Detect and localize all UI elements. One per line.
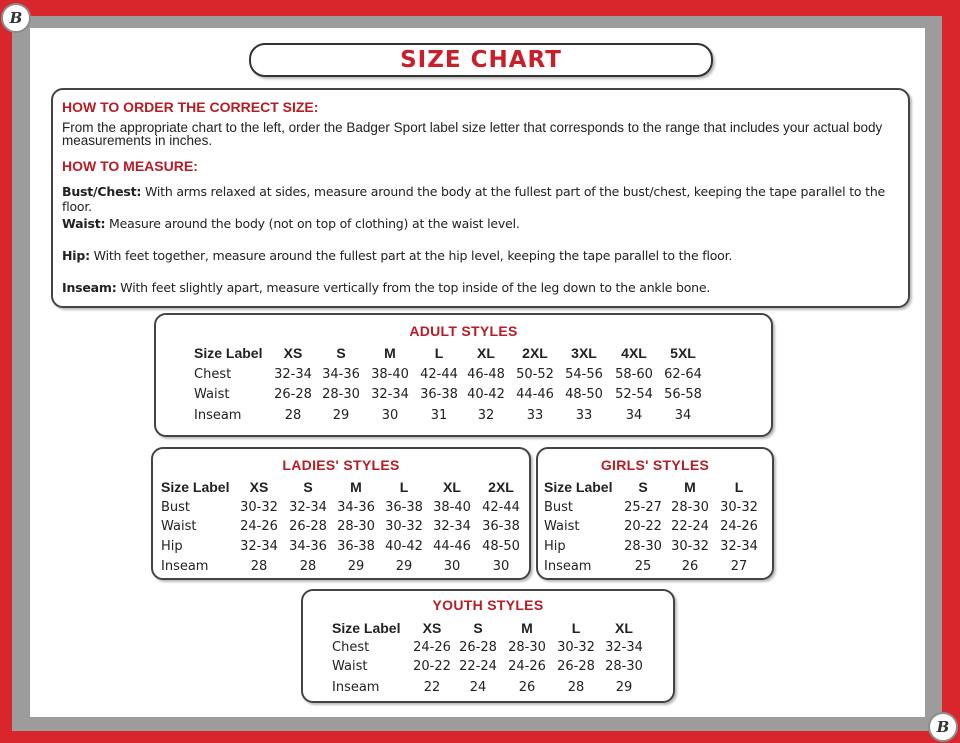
measurement-cell: 30 <box>381 408 399 423</box>
measurement-cell: 36-38 <box>337 539 375 554</box>
size-header-cell: L <box>734 479 744 495</box>
measurement-cell: 34 <box>674 408 692 423</box>
measure-label: Bust/Chest: <box>62 184 142 199</box>
size-header-cell: 4XL <box>621 345 647 361</box>
badger-logo-top-left: B <box>1 3 31 33</box>
size-header-cell: M <box>350 479 362 495</box>
measurement-cell: 48-50 <box>565 387 603 402</box>
size-header-cell: S <box>336 345 346 361</box>
measurement-cell: 33 <box>575 408 593 423</box>
size-header-cell: S <box>303 479 313 495</box>
measurement-cell: 30-32 <box>671 539 709 554</box>
measure-label: Hip: <box>62 248 90 263</box>
measurement-cell: 28 <box>299 559 317 574</box>
measurement-cell: 27 <box>730 559 748 574</box>
size-header-cell: S <box>638 479 648 495</box>
measurement-cell: 48-50 <box>482 539 520 554</box>
measurement-label: Waist <box>194 387 230 402</box>
size-header-cell: 2XL <box>488 479 514 495</box>
size-header-cell: L <box>434 345 444 361</box>
measurement-cell: 25 <box>634 559 652 574</box>
measurement-cell: 33 <box>526 408 544 423</box>
measurement-cell: 24-26 <box>508 659 546 674</box>
order-text: From the appropriate chart to the left, order the Badger Sport label size letter that corresponds to the range that includes your actual body measurements in inches. <box>62 120 883 148</box>
measurement-label: Inseam <box>544 559 592 574</box>
measurement-cell: 24-26 <box>413 640 451 655</box>
measurement-cell: 28-30 <box>605 659 643 674</box>
size-header-cell: XS <box>422 620 442 636</box>
measurement-cell: 24 <box>469 680 487 695</box>
size-header-cell: 2XL <box>522 345 548 361</box>
measurement-cell: 25-27 <box>624 500 662 515</box>
measure-text: With arms relaxed at sides, measure around the body at the fullest part of the bust/chest, keeping the tape parallel to the floor. <box>62 184 886 214</box>
measurement-cell: 29 <box>347 559 365 574</box>
measurement-cell: 56-58 <box>664 387 702 402</box>
measurement-label: Waist <box>544 519 580 534</box>
measurement-cell: 26-28 <box>274 387 312 402</box>
size-header-cell: XS <box>249 479 269 495</box>
measurement-cell: 30-32 <box>557 640 595 655</box>
measurement-cell: 29 <box>395 559 413 574</box>
measurement-cell: 30 <box>492 559 510 574</box>
order-heading: HOW TO ORDER THE CORRECT SIZE: <box>62 99 319 115</box>
measurement-cell: 62-64 <box>664 367 702 382</box>
measurement-cell: 28-30 <box>508 640 546 655</box>
table-title: LADIES' STYLES <box>282 457 400 473</box>
instructions-box <box>51 88 910 308</box>
measurement-cell: 32-34 <box>433 519 471 534</box>
measurement-label: Bust <box>161 500 191 515</box>
measurement-cell: 31 <box>430 408 448 423</box>
measurement-cell: 42-44 <box>482 500 520 515</box>
measurement-cell: 28 <box>250 559 268 574</box>
youth-styles-table <box>301 589 675 703</box>
size-label-header: Size Label <box>332 620 401 636</box>
size-header-cell: L <box>571 620 581 636</box>
size-header-cell: XS <box>283 345 303 361</box>
girls-styles-table <box>536 447 774 580</box>
measurement-cell: 28-30 <box>671 500 709 515</box>
measure-text: Measure around the body (not on top of clothing) at the waist level. <box>105 216 520 231</box>
measurement-cell: 58-60 <box>615 367 653 382</box>
ladies-styles-table <box>151 447 531 580</box>
measurement-cell: 34-36 <box>289 539 327 554</box>
measurement-cell: 36-38 <box>420 387 458 402</box>
measurement-cell: 34-36 <box>337 500 375 515</box>
measurement-cell: 44-46 <box>516 387 554 402</box>
measurement-cell: 22 <box>423 680 441 695</box>
measurement-label: Inseam <box>161 559 209 574</box>
measure-text: With feet slightly apart, measure vertically from the top inside of the leg down to the ankle bone. <box>116 280 711 295</box>
measurement-cell: 28 <box>284 408 302 423</box>
measure-label: Waist: <box>62 216 106 231</box>
badger-logo-bottom-right: B <box>928 712 958 742</box>
measurement-cell: 29 <box>615 680 633 695</box>
measurement-cell: 24-26 <box>240 519 278 534</box>
size-label-header: Size Label <box>544 479 613 495</box>
measurement-cell: 38-40 <box>433 500 471 515</box>
measure-heading: HOW TO MEASURE: <box>62 158 198 174</box>
measurement-cell: 52-54 <box>615 387 653 402</box>
measure-label: Inseam: <box>62 280 117 295</box>
measurement-label: Waist <box>332 659 368 674</box>
table-title: YOUTH STYLES <box>432 597 544 613</box>
measurement-label: Inseam <box>332 680 380 695</box>
measurement-cell: 44-46 <box>433 539 471 554</box>
measurement-cell: 28 <box>567 680 585 695</box>
size-header-cell: XL <box>443 479 461 495</box>
measurement-cell: 30-32 <box>240 500 278 515</box>
measurement-label: Chest <box>194 367 232 382</box>
measurement-cell: 28-30 <box>624 539 662 554</box>
measurement-label: Inseam <box>194 408 242 423</box>
measurement-cell: 40-42 <box>467 387 505 402</box>
measurement-cell: 32-34 <box>240 539 278 554</box>
measurement-cell: 32 <box>477 408 495 423</box>
measurement-label: Hip <box>544 539 566 554</box>
size-header-cell: S <box>473 620 483 636</box>
measurement-cell: 22-24 <box>671 519 709 534</box>
size-header-cell: M <box>384 345 396 361</box>
measure-item-hip <box>62 248 732 263</box>
measurement-cell: 34 <box>625 408 643 423</box>
size-label-header: Size Label <box>161 479 230 495</box>
measurement-cell: 32-34 <box>371 387 409 402</box>
measurement-label: Bust <box>544 500 574 515</box>
measurement-label: Waist <box>161 519 197 534</box>
measurement-cell: 26-28 <box>289 519 327 534</box>
table-title: GIRLS' STYLES <box>600 457 710 473</box>
measurement-cell: 42-44 <box>420 367 458 382</box>
measurement-cell: 54-56 <box>565 367 603 382</box>
measurement-cell: 40-42 <box>385 539 423 554</box>
size-header-cell: 5XL <box>670 345 696 361</box>
measurement-cell: 32-34 <box>605 640 643 655</box>
measure-item-inseam <box>62 280 710 295</box>
measurement-cell: 36-38 <box>482 519 520 534</box>
measurement-cell: 28-30 <box>337 519 375 534</box>
size-header-cell: M <box>684 479 696 495</box>
size-header-cell: 3XL <box>571 345 597 361</box>
measurement-cell: 29 <box>332 408 350 423</box>
measure-item-waist <box>62 216 520 231</box>
measurement-cell: 26-28 <box>557 659 595 674</box>
measurement-cell: 34-36 <box>322 367 360 382</box>
measurement-cell: 50-52 <box>516 367 554 382</box>
measurement-label: Chest <box>332 640 370 655</box>
measurement-label: Hip <box>161 539 183 554</box>
size-header-cell: XL <box>477 345 495 361</box>
measurement-cell: 20-22 <box>624 519 662 534</box>
measure-text: With feet together, measure around the fullest part at the hip level, keeping the tape parallel to the floor. <box>89 248 733 263</box>
measurement-cell: 46-48 <box>467 367 505 382</box>
size-header-cell: XL <box>615 620 633 636</box>
measurement-cell: 32-34 <box>720 539 758 554</box>
measurement-cell: 36-38 <box>385 500 423 515</box>
measure-item-bust <box>62 184 908 214</box>
measurement-cell: 32-34 <box>289 500 327 515</box>
measurement-cell: 30-32 <box>385 519 423 534</box>
adult-styles-table <box>154 313 773 437</box>
measurement-cell: 30-32 <box>720 500 758 515</box>
measurement-cell: 30 <box>443 559 461 574</box>
measurement-cell: 38-40 <box>371 367 409 382</box>
measurement-cell: 22-24 <box>459 659 497 674</box>
size-label-header: Size Label <box>194 345 263 361</box>
measurement-cell: 32-34 <box>274 367 312 382</box>
measurement-cell: 24-26 <box>720 519 758 534</box>
measurement-cell: 26-28 <box>459 640 497 655</box>
measurement-cell: 28-30 <box>322 387 360 402</box>
size-header-cell: L <box>399 479 409 495</box>
measurement-cell: 26 <box>518 680 536 695</box>
page-title: SIZE CHART <box>249 43 713 77</box>
size-header-cell: M <box>521 620 533 636</box>
table-title: ADULT STYLES <box>409 323 518 339</box>
measurement-cell: 26 <box>681 559 699 574</box>
measurement-cell: 20-22 <box>413 659 451 674</box>
